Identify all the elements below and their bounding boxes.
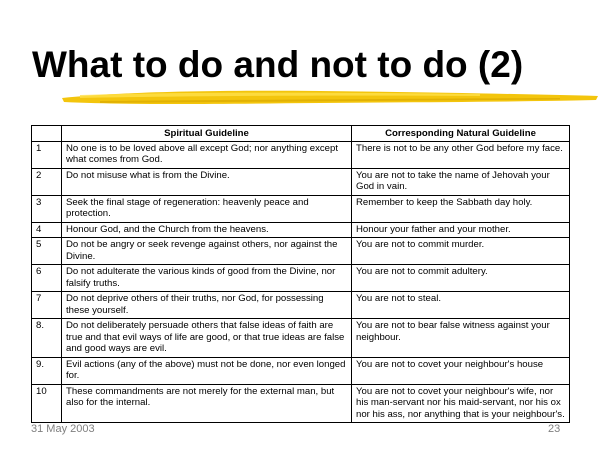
table-row [32, 357, 570, 384]
spiritual-cell: Do not adulterate the various kinds of good from the Divine, nor falsify truths. [62, 265, 352, 292]
header-natural: Corresponding Natural Guideline [352, 126, 570, 142]
row-number: 8. [32, 319, 62, 358]
spiritual-cell: Do not deprive others of their truths, nor God, for possessing these yourself. [62, 292, 352, 319]
header-spiritual: Spiritual Guideline [62, 126, 352, 142]
natural-cell: You are not to take the name of Jehovah your God in vain. [352, 168, 570, 195]
natural-cell: There is not to be any other God before my face. [352, 141, 570, 168]
table-row [32, 265, 570, 292]
spiritual-cell: Do not misuse what is from the Divine. [62, 168, 352, 195]
row-number: 1 [32, 141, 62, 168]
header-number [32, 126, 62, 142]
table-row [32, 292, 570, 319]
table-row [32, 238, 570, 265]
table-row [32, 141, 570, 168]
row-number: 9. [32, 357, 62, 384]
row-number: 7 [32, 292, 62, 319]
footer-date: 31 May 2003 [31, 423, 95, 435]
natural-cell: Remember to keep the Sabbath day holy. [352, 195, 570, 222]
natural-cell: You are not to commit adultery. [352, 265, 570, 292]
slide-title: What to do and not to do (2) [32, 44, 524, 85]
natural-cell: Honour your father and your mother. [352, 222, 570, 238]
title-underline-brush [60, 86, 600, 108]
natural-cell: You are not to commit murder. [352, 238, 570, 265]
natural-cell: You are not to bear false witness against your neighbour. [352, 319, 570, 358]
spiritual-cell: These commandments are not merely for the external man, but also for the internal. [62, 384, 352, 423]
row-number: 4 [32, 222, 62, 238]
spiritual-cell: Do not deliberately persuade others that false ideas of faith are true and that evil ways of life are good, or that true ideas are false and good ways are evil. [62, 319, 352, 358]
table-header-row [32, 126, 570, 142]
spiritual-cell: Seek the final stage of regeneration: heavenly peace and protection. [62, 195, 352, 222]
row-number: 3 [32, 195, 62, 222]
guidelines-table-container [31, 125, 569, 423]
spiritual-cell: No one is to be loved above all except God; nor anything except what comes from God. [62, 141, 352, 168]
table-row [32, 195, 570, 222]
row-number: 5 [32, 238, 62, 265]
natural-cell: You are not to covet your neighbour's wife, nor his man-servant nor his maid-servant, nor his ox nor his ass, nor anything that is your neighbour's. [352, 384, 570, 423]
table-row [32, 384, 570, 423]
natural-cell: You are not to steal. [352, 292, 570, 319]
row-number: 10 [32, 384, 62, 423]
natural-cell: You are not to covet your neighbour's house [352, 357, 570, 384]
spiritual-cell: Evil actions (any of the above) must not be done, nor even longed for. [62, 357, 352, 384]
spiritual-cell: Do not be angry or seek revenge against others, nor against the Divine. [62, 238, 352, 265]
spiritual-cell: Honour God, and the Church from the heavens. [62, 222, 352, 238]
row-number: 2 [32, 168, 62, 195]
table-row [32, 168, 570, 195]
table-row [32, 222, 570, 238]
guidelines-table [31, 125, 570, 423]
row-number: 6 [32, 265, 62, 292]
page-number: 23 [548, 423, 561, 435]
table-row [32, 319, 570, 358]
